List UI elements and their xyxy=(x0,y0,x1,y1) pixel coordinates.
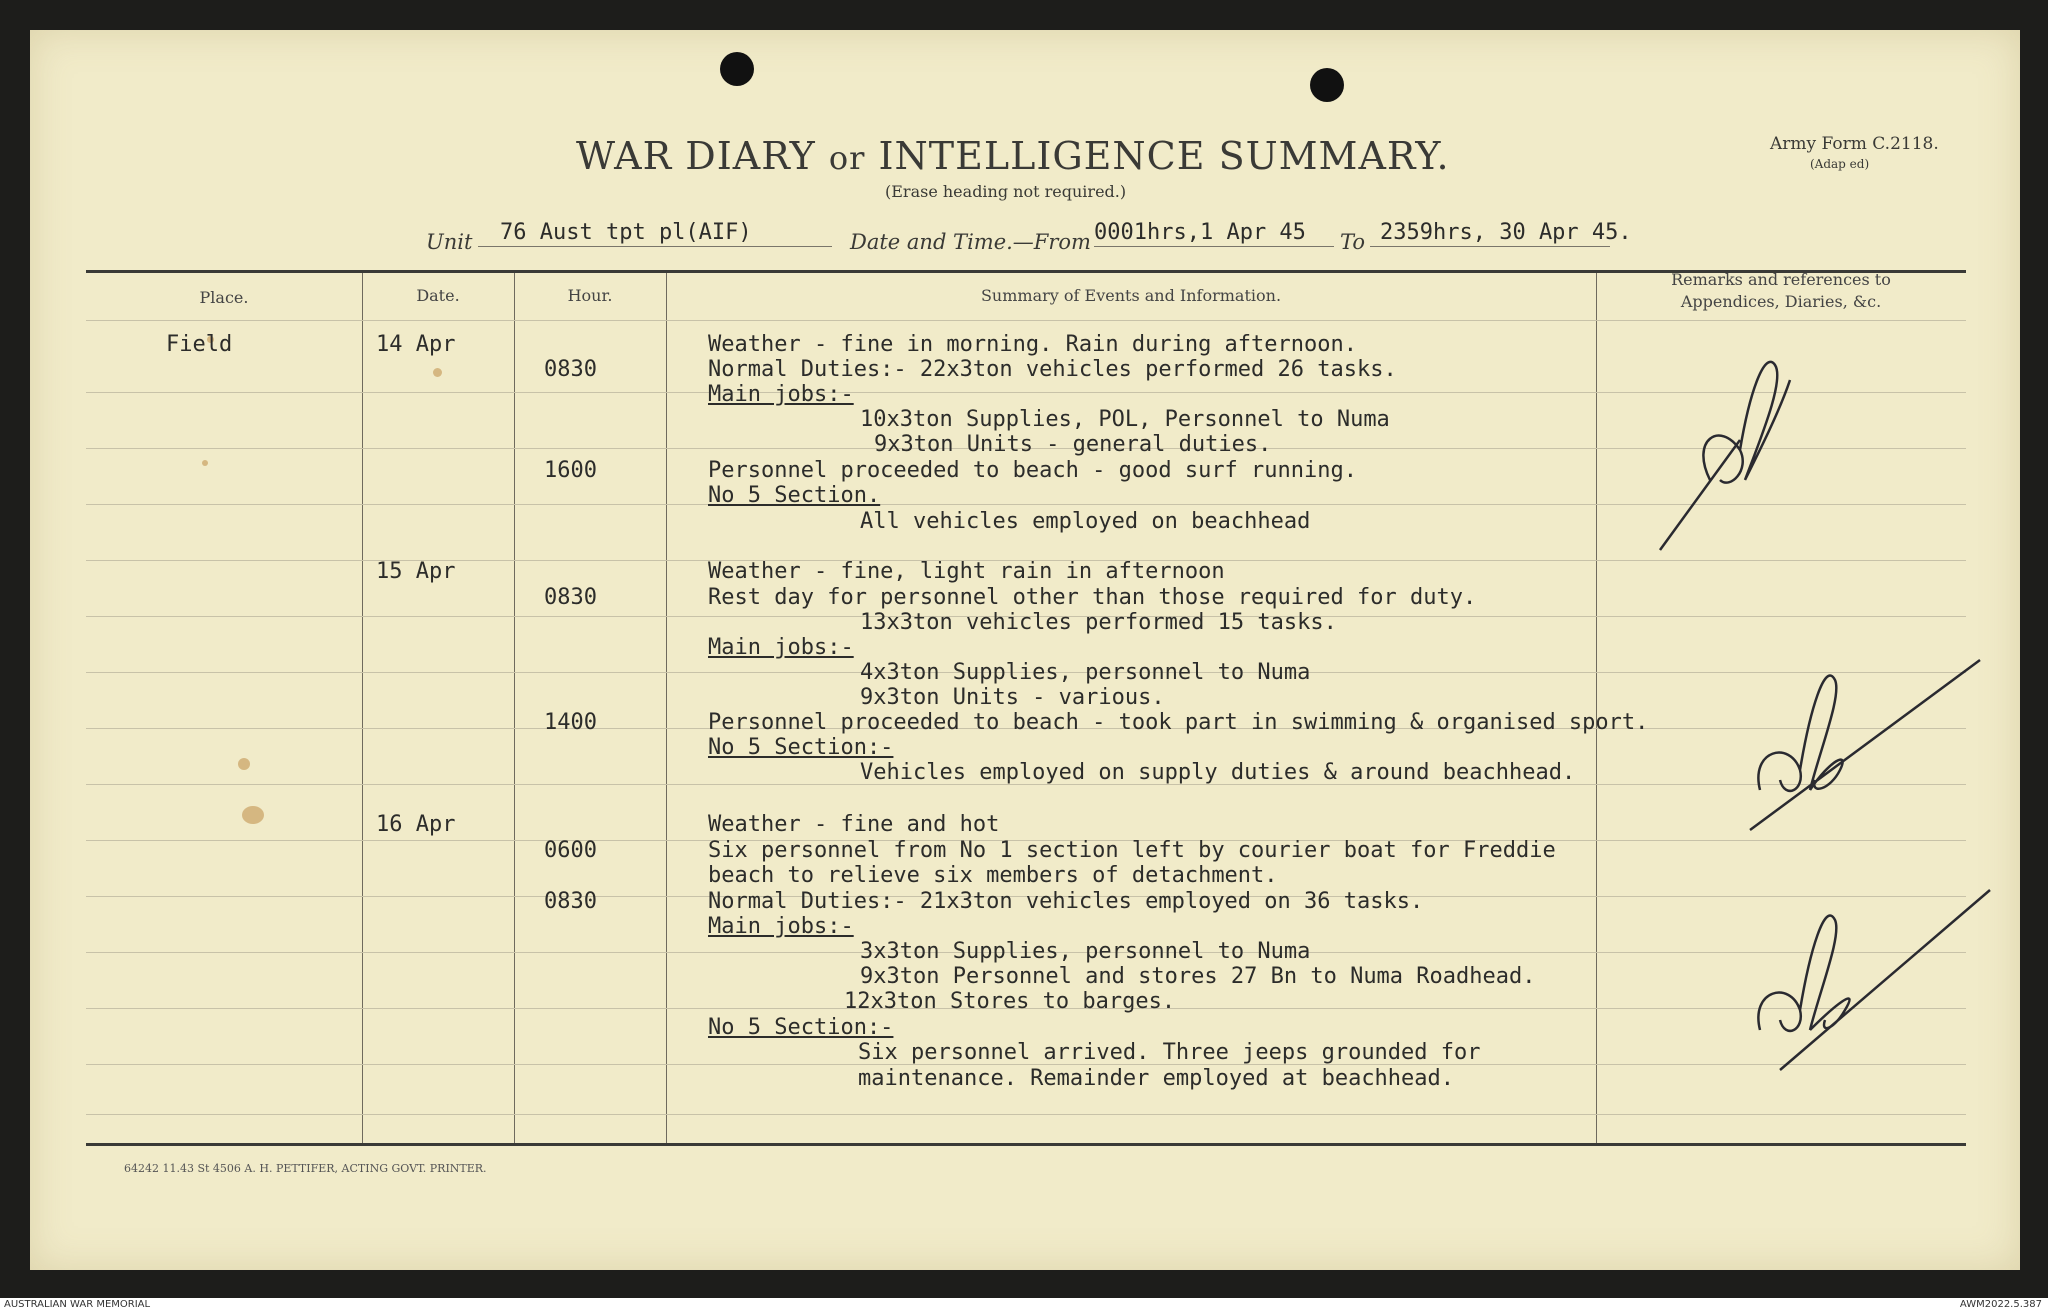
from-underline xyxy=(1094,246,1334,247)
entry-hour: 0830 xyxy=(544,889,597,914)
to-value: 2359hrs, 30 Apr 45. xyxy=(1380,220,1632,245)
stain-mark xyxy=(242,806,264,824)
punch-hole-left xyxy=(720,52,754,86)
title-or: or xyxy=(828,139,866,177)
summary-line: Main jobs:- xyxy=(708,635,854,660)
summary-line: 10x3ton Supplies, POL, Personnel to Numa xyxy=(860,407,1390,432)
entry-date: 16 Apr xyxy=(376,812,456,837)
printer-imprint: 64242 11.43 St 4506 A. H. PETTIFER, ACTING GOVT. PRINTER. xyxy=(124,1162,487,1175)
to-underline xyxy=(1370,246,1610,247)
entry-hour: 0600 xyxy=(544,838,597,863)
summary-line: 9x3ton Units - various. xyxy=(860,685,1165,710)
entry-place: Field xyxy=(166,332,233,357)
summary-line: beach to relieve six members of detachment. xyxy=(708,863,1278,888)
stain-mark xyxy=(433,368,442,377)
summary-line: No 5 Section:- xyxy=(708,735,894,760)
summary-line: No 5 Section. xyxy=(708,483,881,508)
column-divider xyxy=(362,273,363,1143)
summary-line: Six personnel arrived. Three jeeps grounded for xyxy=(858,1040,1481,1065)
column-header-place: Place. xyxy=(199,288,249,307)
summary-line: 12x3ton Stores to barges. xyxy=(844,989,1176,1014)
summary-line: Normal Duties:- 21x3ton vehicles employed on 36 tasks. xyxy=(708,889,1424,914)
summary-line: Personnel proceeded to beach - good surf running. xyxy=(708,458,1358,483)
date-time-label: Date and Time.—From xyxy=(850,230,1091,254)
summary-line: Weather - fine in morning. Rain during afternoon. xyxy=(708,332,1358,357)
punch-hole-right xyxy=(1310,68,1344,102)
table-bottom-rule xyxy=(86,1143,1966,1146)
summary-line: 3x3ton Supplies, personnel to Numa xyxy=(860,939,1311,964)
column-header-date: Date. xyxy=(416,286,460,305)
diary-page xyxy=(30,30,2020,1270)
summary-line: Main jobs:- xyxy=(708,914,854,939)
stain-mark xyxy=(202,460,208,466)
stain-mark xyxy=(238,758,250,770)
unit-underline xyxy=(478,246,832,247)
from-value: 0001hrs,1 Apr 45 xyxy=(1094,220,1306,245)
title-intelligence-summary: INTELLIGENCE SUMMARY. xyxy=(878,134,1450,178)
column-divider xyxy=(1596,273,1597,1143)
column-header-summary: Summary of Events and Information. xyxy=(980,286,1282,305)
ruled-line xyxy=(86,1114,1966,1115)
summary-line: Weather - fine, light rain in afternoon xyxy=(708,559,1225,584)
entry-date: 14 Apr xyxy=(376,332,456,357)
archive-reference: AWM2022.5.387 xyxy=(1959,1299,2042,1310)
summary-line: Normal Duties:- 22x3ton vehicles performed 26 tasks. xyxy=(708,357,1397,382)
army-form-adapted: (Adap ed) xyxy=(1810,157,1870,171)
summary-line: Personnel proceeded to beach - took part in swimming & organised sport. xyxy=(708,710,1649,735)
summary-line: maintenance. Remainder employed at beachhead. xyxy=(858,1066,1455,1091)
form-title xyxy=(576,134,1450,178)
summary-line: Six personnel from No 1 section left by courier boat for Freddie xyxy=(708,838,1556,863)
summary-line: 9x3ton Personnel and stores 27 Bn to Numa Roadhead. xyxy=(860,964,1536,989)
summary-line: Main jobs:- xyxy=(708,382,854,407)
army-form-number: Army Form C.2118. xyxy=(1770,134,1939,154)
column-header-remarks-2: Appendices, Diaries, &c. xyxy=(1680,292,1882,311)
column-divider xyxy=(666,273,667,1143)
summary-line: 9x3ton Units - general duties. xyxy=(874,432,1272,457)
entry-hour: 1400 xyxy=(544,710,597,735)
header-rule xyxy=(86,320,1966,321)
column-header-remarks-1: Remarks and references to xyxy=(1671,270,1891,289)
summary-line: No 5 Section:- xyxy=(708,1015,894,1040)
unit-value: 76 Aust tpt pl(AIF) xyxy=(500,220,752,245)
handwritten-signature xyxy=(1730,620,1990,850)
column-divider xyxy=(514,273,515,1143)
entry-hour: 0830 xyxy=(544,357,597,382)
summary-line: 13x3ton vehicles performed 15 tasks. xyxy=(860,610,1337,635)
handwritten-signature xyxy=(1650,330,1800,560)
archive-strip xyxy=(0,1298,2048,1312)
form-subtitle: (Erase heading not required.) xyxy=(885,182,1127,201)
archive-name: AUSTRALIAN WAR MEMORIAL xyxy=(4,1299,151,1310)
entry-date: 15 Apr xyxy=(376,559,456,584)
to-label: To xyxy=(1340,230,1366,254)
entry-hour: 1600 xyxy=(544,458,597,483)
summary-line: Vehicles employed on supply duties & around beachhead. xyxy=(860,760,1576,785)
entry-hour: 0830 xyxy=(544,585,597,610)
summary-line: Weather - fine and hot xyxy=(708,812,1000,837)
handwritten-signature xyxy=(1740,860,2000,1080)
unit-label: Unit xyxy=(426,230,473,254)
summary-line: Rest day for personnel other than those required for duty. xyxy=(708,585,1477,610)
summary-line: 4x3ton Supplies, personnel to Numa xyxy=(860,660,1311,685)
column-header-hour: Hour. xyxy=(567,286,613,305)
title-war-diary: WAR DIARY xyxy=(576,134,816,178)
summary-line: All vehicles employed on beachhead xyxy=(860,509,1311,534)
